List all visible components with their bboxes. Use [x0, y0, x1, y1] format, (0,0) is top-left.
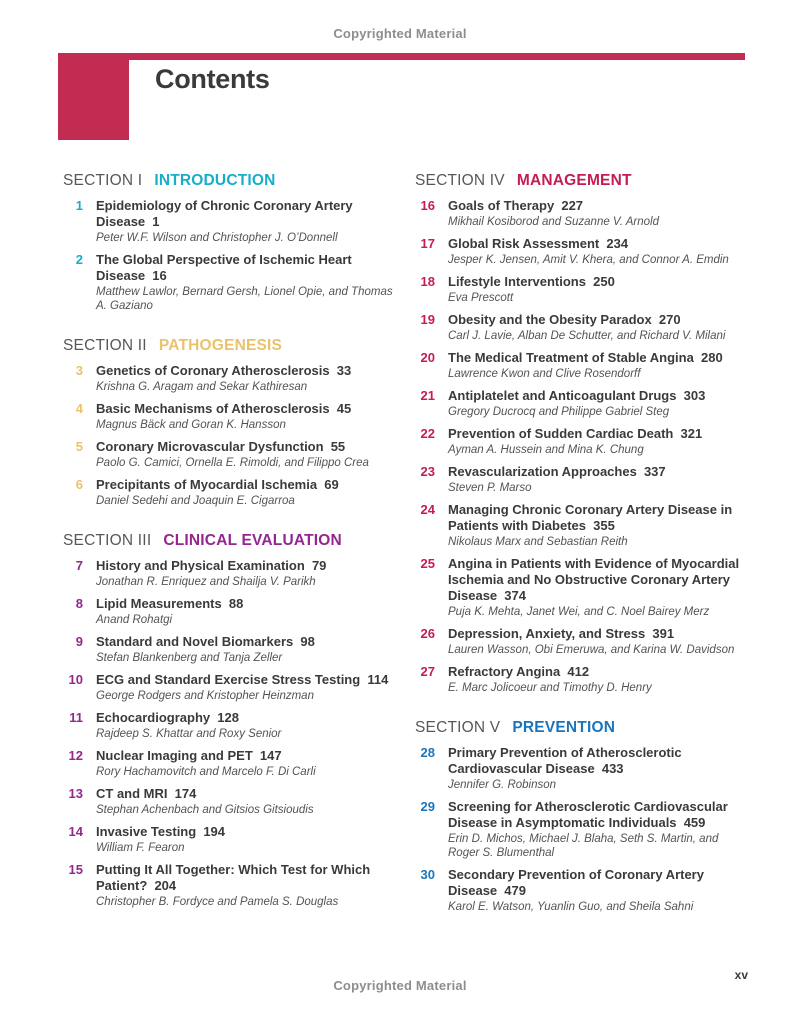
chapter-number: 10: [68, 672, 83, 687]
chapter-authors: Jesper K. Jensen, Amit V. Khera, and Connor A. Emdin: [448, 254, 729, 266]
chapter-authors: Matthew Lawlor, Bernard Gersh, Lionel Opie, and Thomas A. Gaziano: [96, 286, 393, 312]
chapter-page-number: 114: [367, 672, 389, 687]
chapter-page-number: 147: [259, 748, 282, 763]
section-label: SECTION V: [415, 719, 501, 736]
toc-section: [415, 719, 747, 914]
toc-section: [63, 532, 403, 909]
toc-chapter-entry: [415, 198, 747, 229]
chapter-page-number: 433: [601, 761, 624, 776]
toc-chapter-entry: [63, 672, 403, 703]
chapter-authors: Steven P. Marso: [448, 482, 532, 494]
toc-chapter-entry: [415, 626, 747, 657]
toc-chapter-entry: [63, 198, 403, 245]
chapter-number: 26: [420, 626, 435, 641]
chapter-page-number: 1: [152, 214, 160, 229]
toc-section: [63, 172, 403, 313]
chapter-title: Standard and Novel Biomarkers: [96, 634, 294, 649]
chapter-number: 29: [420, 799, 435, 814]
chapter-title-line: [448, 350, 747, 366]
toc-chapter-entry: [415, 312, 747, 343]
toc-chapter-entry: [63, 862, 403, 909]
chapter-title-line: [96, 198, 403, 230]
chapter-number: 23: [420, 464, 435, 479]
chapter-title: Angina in Patients with Evidence of Myocardial Ischemia and No Obstructive Coronary Artery Disease: [448, 556, 740, 603]
chapter-number: 19: [420, 312, 435, 327]
toc-section: [415, 172, 747, 695]
chapter-number: 14: [68, 824, 83, 839]
chapter-title: The Medical Treatment of Stable Angina: [448, 350, 694, 365]
chapter-body: [448, 312, 747, 343]
chapter-number: 7: [75, 558, 83, 573]
toc-chapter-entry: [63, 786, 403, 817]
chapter-authors: Anand Rohatgi: [96, 614, 173, 626]
toc-chapter-entry: [63, 824, 403, 855]
chapter-number: 22: [420, 426, 435, 441]
chapter-title-line: [448, 274, 747, 290]
chapter-page-number: 412: [567, 664, 590, 679]
copyright-notice-top: Copyrighted Material: [333, 26, 467, 41]
section-label: SECTION II: [63, 337, 147, 354]
chapter-authors: Peter W.F. Wilson and Christopher J. O’Donnell: [96, 232, 338, 244]
chapter-title-line: [448, 556, 747, 604]
chapter-page-number: 55: [330, 439, 346, 454]
banner-red-bar: [58, 53, 745, 60]
chapter-number: 17: [420, 236, 435, 251]
chapter-title-line: [448, 236, 747, 252]
chapter-title: CT and MRI: [96, 786, 168, 801]
chapter-title-line: [96, 786, 403, 802]
chapter-page-number: 128: [217, 710, 239, 725]
chapter-title: Screening for Atherosclerotic Cardiovascular Disease in Asymptomatic Individuals: [448, 799, 728, 830]
section-name: PATHOGENESIS: [158, 337, 283, 354]
chapter-page-number: 391: [652, 626, 675, 641]
chapter-body: [96, 672, 403, 703]
chapter-page-number: 79: [311, 558, 327, 573]
chapter-title: Primary Prevention of Atherosclerotic Cardiovascular Disease: [448, 745, 682, 776]
table-of-contents: [63, 172, 753, 921]
chapter-body: [448, 236, 747, 267]
toc-chapter-entry: [415, 464, 747, 495]
chapter-title: Managing Chronic Coronary Artery Disease in Patients with Diabetes: [448, 502, 733, 533]
toc-chapter-entry: [63, 252, 403, 313]
section-name: PREVENTION: [512, 719, 616, 736]
chapter-authors: Eva Prescott: [448, 292, 514, 304]
chapter-authors: Stephan Achenbach and Gitsios Gitsioudis: [96, 804, 314, 816]
chapter-number: 13: [68, 786, 83, 801]
chapter-authors: Stefan Blankenberg and Tanja Zeller: [96, 652, 283, 664]
chapter-number: 2: [75, 252, 83, 267]
chapter-authors: Jennifer G. Robinson: [448, 779, 557, 791]
chapter-title-line: [448, 745, 747, 777]
chapter-number: 25: [420, 556, 435, 571]
chapter-number: 24: [420, 502, 435, 517]
section-label: SECTION III: [63, 532, 152, 549]
section-name: INTRODUCTION: [154, 172, 276, 189]
chapter-number: 9: [75, 634, 83, 649]
chapter-body: [96, 558, 403, 589]
chapter-authors: George Rodgers and Kristopher Heinzman: [96, 690, 314, 702]
chapter-body: [448, 388, 747, 419]
chapter-title-line: [448, 626, 747, 642]
toc-chapter-entry: [63, 710, 403, 741]
section-label: SECTION I: [63, 172, 143, 189]
chapter-number: 1: [75, 198, 83, 213]
chapter-title: The Global Perspective of Ischemic Heart Disease: [96, 252, 352, 283]
chapter-title: Revascularization Approaches: [448, 464, 637, 479]
chapter-number: 20: [420, 350, 435, 365]
chapter-body: [448, 799, 747, 860]
chapter-authors: Paolo G. Camici, Ornella E. Rimoldi, and Filippo Crea: [96, 457, 369, 469]
toc-section: [63, 337, 403, 508]
chapter-authors: Nikolaus Marx and Sebastian Reith: [448, 536, 628, 548]
chapter-number: 16: [420, 198, 435, 213]
chapter-title: Nuclear Imaging and PET: [96, 748, 253, 763]
chapter-title-line: [448, 502, 747, 534]
chapter-number: 28: [420, 745, 435, 760]
chapter-title: History and Physical Examination: [96, 558, 305, 573]
chapter-authors: Rory Hachamovitch and Marcelo F. Di Carli: [96, 766, 316, 778]
chapter-authors: Lauren Wasson, Obi Emeruwa, and Karina W. Davidson: [448, 644, 735, 656]
page-title: Contents: [155, 64, 270, 94]
chapter-number: 27: [420, 664, 435, 679]
chapter-body: [448, 274, 747, 305]
toc-chapter-entry: [415, 350, 747, 381]
section-header: [63, 532, 403, 549]
chapter-page-number: 88: [228, 596, 244, 611]
chapter-number: 6: [75, 477, 83, 492]
chapter-title: Refractory Angina: [448, 664, 561, 679]
chapter-page-number: 280: [700, 350, 723, 365]
section-header: [415, 719, 747, 736]
chapter-body: [96, 198, 403, 245]
chapter-page-number: 69: [324, 477, 339, 492]
section-label: SECTION IV: [415, 172, 505, 189]
toc-chapter-entry: [63, 634, 403, 665]
toc-chapter-entry: [63, 596, 403, 627]
chapter-body: [96, 634, 403, 665]
chapter-page-number: 194: [203, 824, 226, 839]
chapter-number: 18: [420, 274, 435, 289]
chapter-authors: Ayman A. Hussein and Mina K. Chung: [448, 444, 644, 456]
chapter-page-number: 303: [683, 388, 706, 403]
chapter-authors: Erin D. Michos, Michael J. Blaha, Seth S. Martin, and Roger S. Blumenthal: [448, 833, 719, 859]
chapter-number: 8: [75, 596, 83, 611]
toc-chapter-entry: [415, 799, 747, 860]
chapter-title: Obesity and the Obesity Paradox: [448, 312, 652, 327]
chapter-body: [96, 748, 403, 779]
chapter-body: [96, 401, 403, 432]
chapter-title-line: [448, 867, 747, 899]
chapter-title-line: [448, 198, 747, 214]
chapter-title: Genetics of Coronary Atherosclerosis: [96, 363, 330, 378]
chapter-number: 11: [69, 710, 83, 725]
toc-chapter-entry: [415, 502, 747, 549]
toc-chapter-entry: [63, 477, 403, 508]
toc-chapter-entry: [63, 558, 403, 589]
chapter-title: Epidemiology of Chronic Coronary Artery Disease: [96, 198, 353, 229]
chapter-body: [448, 626, 747, 657]
chapter-authors: Gregory Ducrocq and Philippe Gabriel Steg: [448, 406, 670, 418]
chapter-page-number: 374: [504, 588, 526, 603]
chapter-title: Putting It All Together: Which Test for Which Patient?: [96, 862, 371, 893]
chapter-body: [448, 198, 747, 229]
chapter-body: [96, 862, 403, 909]
chapter-title-line: [96, 363, 403, 379]
section-header: [415, 172, 747, 189]
chapter-page-number: 204: [154, 878, 177, 893]
chapter-number: 3: [75, 363, 83, 378]
copyright-notice-bottom: Copyrighted Material: [333, 978, 467, 993]
chapter-page-number: 174: [174, 786, 197, 801]
chapter-body: [96, 786, 403, 817]
chapter-page-number: 355: [593, 518, 615, 533]
chapter-page-number: 270: [658, 312, 681, 327]
chapter-title-line: [96, 252, 403, 284]
chapter-title-line: [448, 464, 747, 480]
chapter-number: 15: [68, 862, 83, 877]
banner-red-block: [58, 53, 129, 140]
chapter-body: [448, 502, 747, 549]
chapter-title: ECG and Standard Exercise Stress Testing: [96, 672, 361, 687]
chapter-title-line: [96, 634, 403, 650]
chapter-number: 21: [420, 388, 435, 403]
chapter-body: [96, 477, 403, 508]
chapter-authors: William F. Fearon: [96, 842, 185, 854]
chapter-title: Basic Mechanisms of Atherosclerosis: [96, 401, 330, 416]
chapter-page-number: 321: [680, 426, 703, 441]
chapter-body: [448, 745, 747, 792]
chapter-body: [96, 363, 403, 394]
chapter-title-line: [96, 672, 403, 688]
chapter-body: [448, 556, 747, 619]
chapter-authors: Mikhail Kosiborod and Suzanne V. Arnold: [448, 216, 659, 228]
chapter-title: Global Risk Assessment: [448, 236, 600, 251]
chapter-title: Echocardiography: [96, 710, 211, 725]
chapter-title-line: [96, 748, 403, 764]
chapter-title: Precipitants of Myocardial Ischemia: [96, 477, 318, 492]
chapter-title: Depression, Anxiety, and Stress: [448, 626, 646, 641]
chapter-title: Coronary Microvascular Dysfunction: [96, 439, 324, 454]
toc-chapter-entry: [63, 401, 403, 432]
chapter-body: [96, 824, 403, 855]
chapter-title-line: [96, 824, 403, 840]
toc-chapter-entry: [415, 745, 747, 792]
chapter-authors: Magnus Bäck and Goran K. Hansson: [96, 419, 286, 431]
chapter-title: Secondary Prevention of Coronary Artery Disease: [448, 867, 704, 898]
chapter-number: 12: [68, 748, 83, 763]
chapter-title-line: [448, 799, 747, 831]
section-header: [63, 337, 403, 354]
chapter-body: [96, 596, 403, 627]
toc-chapter-entry: [415, 388, 747, 419]
chapter-title-line: [96, 477, 403, 493]
chapter-title-line: [448, 312, 747, 328]
section-header: [63, 172, 403, 189]
chapter-authors: Lawrence Kwon and Clive Rosendorff: [448, 368, 641, 380]
chapter-body: [96, 252, 403, 313]
chapter-number: 4: [75, 401, 83, 416]
chapter-page-number: 479: [504, 883, 526, 898]
toc-chapter-entry: [63, 748, 403, 779]
chapter-title-line: [448, 664, 747, 680]
toc-column-left: [63, 172, 403, 921]
chapter-title-line: [448, 426, 747, 442]
chapter-body: [448, 464, 747, 495]
toc-chapter-entry: [63, 363, 403, 394]
chapter-number: 30: [420, 867, 435, 882]
chapter-authors: E. Marc Jolicoeur and Timothy D. Henry: [448, 682, 652, 694]
chapter-page-number: 459: [683, 815, 706, 830]
chapter-title-line: [96, 596, 403, 612]
folio-page-number: xv: [734, 968, 748, 982]
section-name: CLINICAL EVALUATION: [163, 532, 342, 549]
toc-chapter-entry: [415, 556, 747, 619]
chapter-authors: Rajdeep S. Khattar and Roxy Senior: [96, 728, 282, 740]
chapter-page-number: 234: [606, 236, 629, 251]
chapter-title-line: [96, 558, 403, 574]
chapter-title-line: [448, 388, 747, 404]
chapter-authors: Krishna G. Aragam and Sekar Kathiresan: [96, 381, 308, 393]
chapter-page-number: 33: [336, 363, 352, 378]
chapter-title: Prevention of Sudden Cardiac Death: [448, 426, 674, 441]
chapter-authors: Jonathan R. Enriquez and Shailja V. Parikh: [96, 576, 316, 588]
chapter-page-number: 45: [336, 401, 352, 416]
chapter-page-number: 337: [643, 464, 666, 479]
chapter-authors: Carl J. Lavie, Alban De Schutter, and Richard V. Milani: [448, 330, 726, 342]
chapter-page-number: 227: [561, 198, 584, 213]
toc-chapter-entry: [415, 236, 747, 267]
chapter-body: [448, 426, 747, 457]
chapter-body: [448, 867, 747, 914]
toc-chapter-entry: [415, 867, 747, 914]
chapter-title-line: [96, 401, 403, 417]
toc-chapter-entry: [415, 274, 747, 305]
chapter-title: Lipid Measurements: [96, 596, 222, 611]
toc-chapter-entry: [415, 664, 747, 695]
chapter-body: [96, 710, 403, 741]
toc-column-right: [415, 172, 747, 921]
chapter-authors: Karol E. Watson, Yuanlin Guo, and Sheila Sahni: [448, 901, 694, 913]
chapter-authors: Puja K. Mehta, Janet Wei, and C. Noel Bairey Merz: [448, 606, 710, 618]
chapter-title: Goals of Therapy: [448, 198, 555, 213]
chapter-page-number: 250: [593, 274, 615, 289]
chapter-title: Antiplatelet and Anticoagulant Drugs: [448, 388, 677, 403]
chapter-authors: Christopher B. Fordyce and Pamela S. Douglas: [96, 896, 339, 908]
chapter-authors: Daniel Sedehi and Joaquin E. Cigarroa: [96, 495, 295, 507]
chapter-number: 5: [75, 439, 83, 454]
chapter-title-line: [96, 862, 403, 894]
chapter-body: [96, 439, 403, 470]
toc-chapter-entry: [63, 439, 403, 470]
chapter-page-number: 98: [300, 634, 315, 649]
toc-chapter-entry: [415, 426, 747, 457]
section-name: MANAGEMENT: [516, 172, 632, 189]
chapter-body: [448, 350, 747, 381]
chapter-title-line: [96, 439, 403, 455]
chapter-title: Invasive Testing: [96, 824, 197, 839]
chapter-page-number: 16: [152, 268, 167, 283]
chapter-title-line: [96, 710, 403, 726]
chapter-body: [448, 664, 747, 695]
chapter-title: Lifestyle Interventions: [448, 274, 586, 289]
